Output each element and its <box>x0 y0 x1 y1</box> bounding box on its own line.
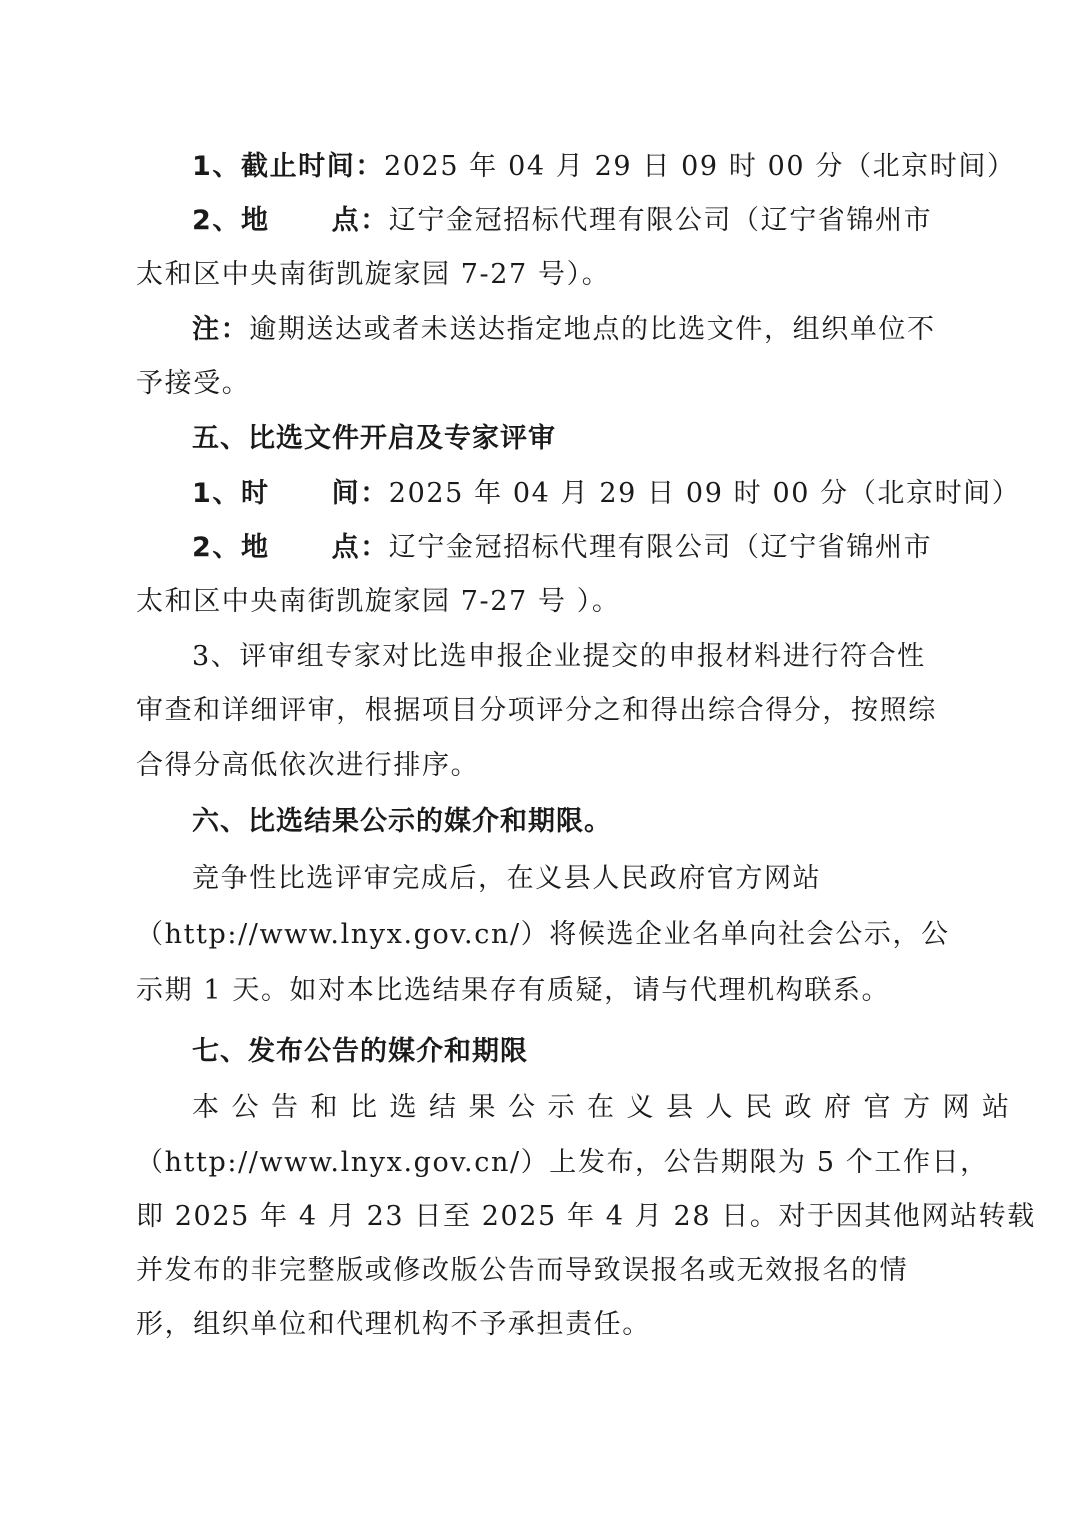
open-location-value-1: 辽宁金冠招标代理有限公司（辽宁省锦州市 <box>388 532 933 563</box>
note-label: 注： <box>192 314 250 345</box>
open-time-value: 2025 年 04 月 29 日 09 时 00 分（北京时间） <box>388 478 1021 509</box>
deadline-label: 1、截止时间： <box>192 151 384 182</box>
location-label-prefix: 2、地 <box>192 205 270 236</box>
section7-heading: 七、发布公告的媒介和期限 <box>192 1036 528 1067</box>
section7-line-5: 形，组织单位和代理机构不予承担责任。 <box>136 1309 651 1340</box>
review-line-2: 审查和详细评审，根据项目分项评分之和得出综合得分，按照综 <box>136 695 937 726</box>
note-line-2: 予接受。 <box>136 368 251 399</box>
deadline-value: 2025 年 04 月 29 日 09 时 00 分（北京时间） <box>384 151 1016 182</box>
section6-heading: 六、比选结果公示的媒介和期限。 <box>192 806 612 837</box>
note-text-1: 逾期送达或者未送达指定地点的比选文件，组织单位不 <box>249 314 936 345</box>
section6-line-2: （http://www.lnyx.gov.cn/）将候选企业名单向社会公示，公 <box>136 919 950 950</box>
open-time-line <box>192 467 1021 521</box>
review-line-1: 3、评审组专家对比选申报企业提交的申报材料进行符合性 <box>192 641 926 672</box>
review-line-3: 合得分高低依次进行排序。 <box>136 750 480 781</box>
location-line-2: 太和区中央南街凯旋家园 7-27 号）。 <box>136 259 611 290</box>
section6-line-1: 竞争性比选评审完成后，在义县人民政府官方网站 <box>192 863 822 894</box>
open-time-label-prefix: 1、时 <box>192 478 270 509</box>
note-line-1 <box>192 303 946 357</box>
location-value-1: 辽宁金冠招标代理有限公司（辽宁省锦州市 <box>388 205 933 236</box>
section7-line-4: 并发布的非完整版或修改版公告而导致误报名或无效报名的情 <box>136 1255 909 1286</box>
section7-line-3: 即 2025 年 4 月 23 日至 2025 年 4 月 28 日。对于因其他网站转载 <box>136 1201 1036 1232</box>
section7-line-2: （http://www.lnyx.gov.cn/）上发布，公告期限为 5 个工作日， <box>136 1147 989 1178</box>
location-label-suffix: 点： <box>331 205 389 236</box>
open-location-line-1 <box>192 521 946 575</box>
open-location-label-suffix: 点： <box>331 532 389 563</box>
section6-line-3: 示期 1 天。如对本比选结果存有质疑，请与代理机构联系。 <box>136 975 891 1006</box>
section5-heading: 五、比选文件开启及专家评审 <box>192 423 556 454</box>
open-time-label-suffix: 间： <box>331 478 389 509</box>
location-line-1 <box>192 194 946 248</box>
section7-line-1: 本公告和比选结果公示在义县人民政府官方网站 <box>192 1092 1022 1123</box>
open-location-line-2: 太和区中央南街凯旋家园 7-27 号 ）。 <box>136 586 621 617</box>
open-location-label-prefix: 2、地 <box>192 532 270 563</box>
deadline-line <box>192 140 1016 194</box>
